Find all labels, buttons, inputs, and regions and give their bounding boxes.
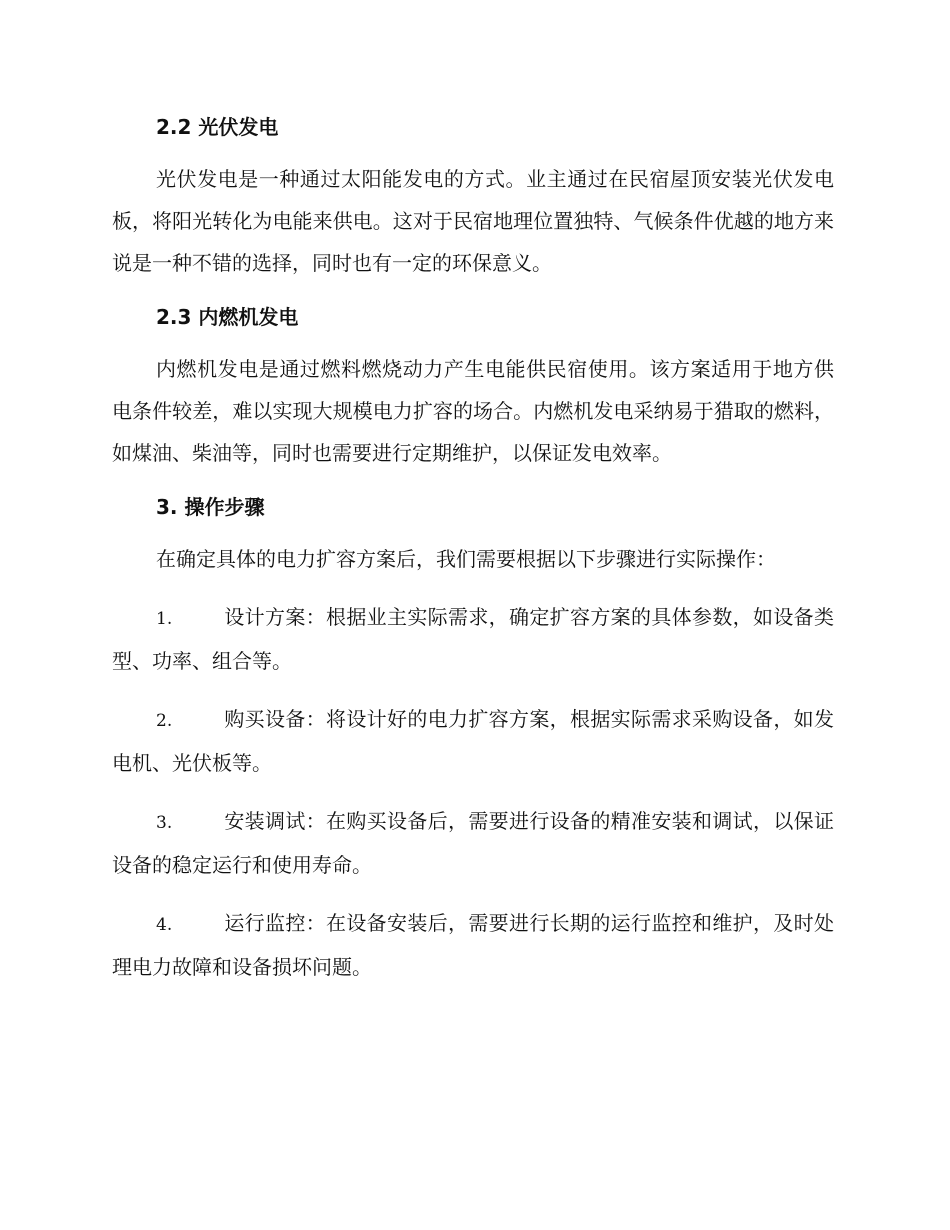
document-body (112, 110, 834, 1004)
section-paragraph-operation-steps: 在确定具体的电力扩容方案后，我们需要根据以下步骤进行实际操作： (156, 547, 776, 571)
list-item-text: 设计方案：根据业主实际需求，确定扩容方案的具体参数，如设备类型、功率、组合等。 (112, 605, 834, 673)
list-item-number: 4. (156, 915, 173, 935)
list-item (112, 698, 834, 784)
list-item-number: 2. (156, 711, 173, 731)
section-paragraph-combustion-engine: 内燃机发电是通过燃料燃烧动力产生电能供民宿使用。该方案适用于地方供电条件较差，难以实现大规模电力扩容的场合。内燃机发电采纳易于猎取的燃料，如煤油、柴油等，同时也需要进行定期维护，以保证发电效率。 (112, 357, 834, 465)
list-item-number: 3. (156, 813, 173, 833)
list-item (112, 800, 834, 886)
section-heading-operation-steps: 3. 操作步骤 (156, 495, 265, 519)
list-item (112, 902, 834, 988)
list-item-number: 1. (156, 609, 173, 629)
list-item-text: 安装调试：在购买设备后，需要进行设备的精准安装和调试，以保证设备的稳定运行和使用寿命。 (112, 809, 834, 877)
section-heading-combustion-engine: 2.3 内燃机发电 (156, 305, 299, 329)
section-heading-photovoltaic: 2.2 光伏发电 (156, 115, 279, 139)
list-item-text: 运行监控：在设备安装后，需要进行长期的运行监控和维护，及时处理电力故障和设备损坏问题。 (112, 911, 834, 979)
list-item (112, 596, 834, 682)
section-paragraph-photovoltaic: 光伏发电是一种通过太阳能发电的方式。业主通过在民宿屋顶安装光伏发电板，将阳光转化为电能来供电。这对于民宿地理位置独特、气候条件优越的地方来说是一种不错的选择，同时也有一定的环保意义。 (112, 167, 834, 275)
list-item-text: 购买设备：将设计好的电力扩容方案，根据实际需求采购设备，如发电机、光伏板等。 (112, 707, 834, 775)
